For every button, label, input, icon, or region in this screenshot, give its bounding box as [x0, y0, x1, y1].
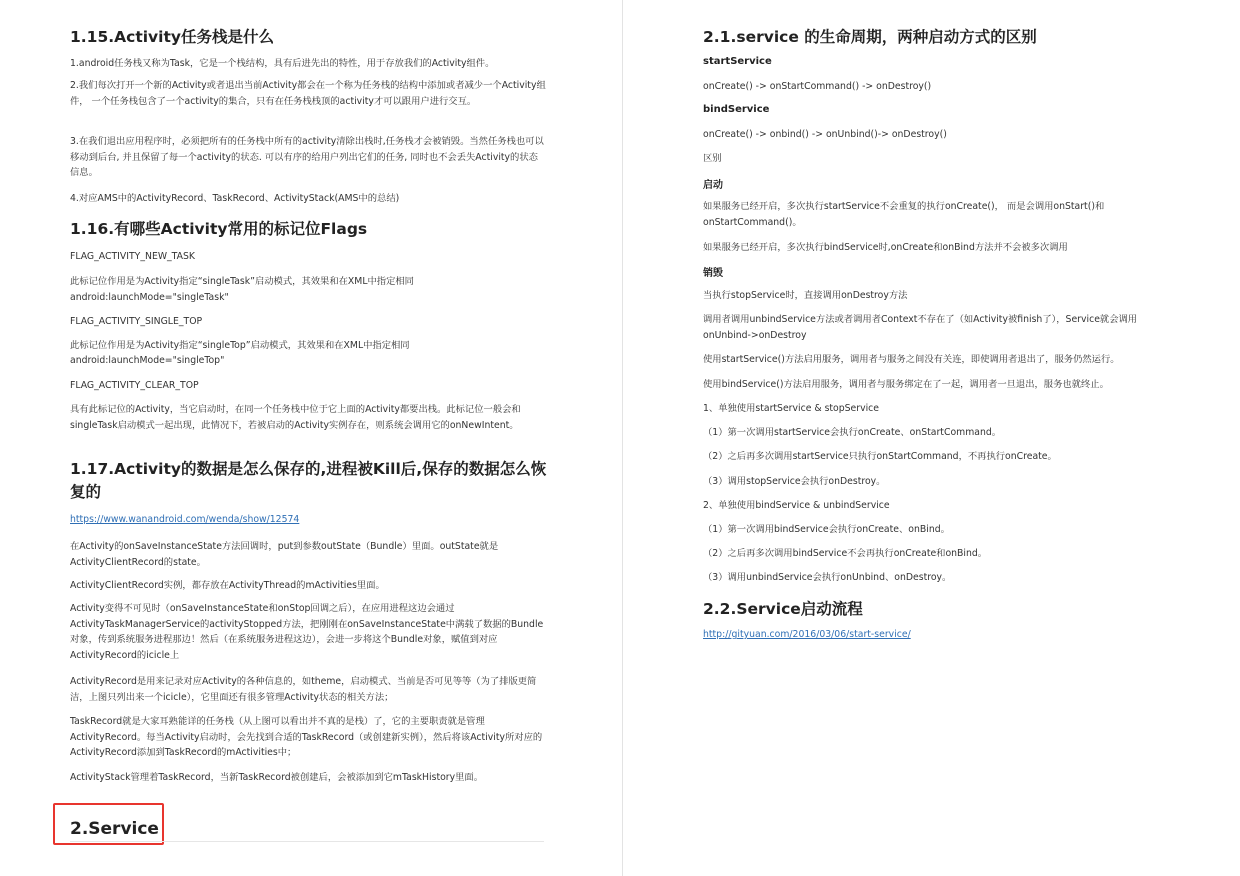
section-title-2-1: 2.1.service 的生命周期，两种启动方式的区别 — [703, 28, 1037, 46]
paragraph: android:launchMode="singleTask" — [70, 292, 229, 303]
section-title-1-16: 1.16.有哪些Activity常用的标记位Flags — [70, 220, 368, 238]
paragraph: 调用者调用unbindService方法或者调用者Context不存在了（如Activity被finish了），Service就会调用onUnbind->onDestroy — [703, 314, 1138, 341]
list-item: （3）调用unbindService会执行onUnbind、onDestroy。 — [703, 572, 952, 583]
paragraph: 此标记位作用是为Activity指定“singleTop”启动模式，其效果和在XML中指定相同 — [70, 340, 410, 351]
paragraph: 2.我们每次打开一个新的Activity或者退出当前Activity都会在一个称为任务栈的结构中添加或者减少一个Activity组件， 一个任务栈包含了一个activity的集合，只有在任务栈栈顶的activity才可以跟用户进行交互。 — [70, 80, 546, 107]
reference-link[interactable]: https://www.wanandroid.com/wenda/show/12574 — [70, 514, 300, 525]
list-item: （3）调用stopService会执行onDestroy。 — [703, 476, 886, 487]
flag-name: FLAG_ACTIVITY_NEW_TASK — [70, 251, 195, 262]
section-title-1-15: 1.15.Activity任务栈是什么 — [70, 28, 274, 46]
list-item: （2）之后再多次调用bindService不会再执行onCreate和onBind。 — [703, 548, 988, 559]
paragraph: ActivityStack管理着TaskRecord，当新TaskRecord被创建后，会被添加到它mTaskHistory里面。 — [70, 772, 484, 783]
list-item: （1）第一次调用bindService会执行onCreate、onBind。 — [703, 524, 950, 535]
paragraph: ActivityRecord是用来记录对应Activity的各种信息的，如theme，启动模式、当前是否可见等等（为了排版更简洁，上图只列出来一个icicle），它里面还有很多管理Activity状态的相关方法； — [70, 676, 537, 703]
section-title-1-17: 1.17.Activity的数据是怎么保存的,进程被Kill后,保存的数据怎么恢复的 — [70, 460, 547, 501]
list-heading: 2、单独使用bindService & unbindService — [703, 500, 890, 511]
paragraph: 如果服务已经开启，多次执行bindService时,onCreate和onBind方法并不会被多次调用 — [703, 242, 1068, 253]
paragraph: 在Activity的onSaveInstanceState方法回调时，put到参数outState（Bundle）里面。outState就是ActivityClientRecord的state。 — [70, 541, 499, 568]
heading-rule — [70, 841, 544, 842]
paragraph: 3.在我们退出应用程序时，必须把所有的任务栈中所有的activity清除出栈时,任务栈才会被销毁。当然任务栈也可以移动到后台, 并且保留了每一个activity的状态. 可以有序的给用户列出它们的任务, 同时也不会丢失Activity的状态信息。 — [70, 136, 544, 178]
paragraph: 此标记位作用是为Activity指定“singleTask”启动模式，其效果和在XML中指定相同 — [70, 276, 414, 287]
paragraph: Activity变得不可见时（onSaveInstanceState和onStop回调之后），在应用进程这边会通过ActivityTaskManagerService的activityStopped方法，把刚刚在onSaveInstanceState中满载了数据的Bundle对象，传到系统服务进程那边！然后（在系统服务进程这边），会进一步将这个Bundle对象，赋值到对应ActivityRecord的icicle上 — [70, 603, 544, 661]
paragraph: TaskRecord就是大家耳熟能详的任务栈（从上图可以看出并不真的是栈）了，它的主要职责就是管理ActivityRecord。每当Activity启动时，会先找到合适的TaskRecord（或创建新实例），然后将该Activity所对应的ActivityRecord添加到TaskRecord的mActivities中； — [70, 716, 543, 758]
list-item: （1）第一次调用startService会执行onCreate、onStartCommand。 — [703, 427, 1002, 438]
flag-name: FLAG_ACTIVITY_CLEAR_TOP — [70, 380, 199, 391]
lifecycle-flow: onCreate() -> onStartCommand() -> onDestroy() — [703, 81, 932, 92]
list-item: （2）之后再多次调用startService只执行onStartCommand，不再执行onCreate。 — [703, 451, 1057, 462]
reference-link[interactable]: http://gityuan.com/2016/03/06/start-service/ — [703, 629, 911, 640]
paragraph: 4.对应AMS中的ActivityRecord、TaskRecord、ActivityStack(AMS中的总结) — [70, 193, 400, 204]
lifecycle-flow: onCreate() -> onbind() -> onUnbind()-> onDestroy() — [703, 129, 947, 140]
paragraph: 使用startService()方法启用服务，调用者与服务之间没有关连，即使调用者退出了，服务仍然运行。 — [703, 354, 1120, 365]
paragraph: 1.android任务栈又称为Task，它是一个栈结构，具有后进先出的特性，用于存放我们的Activity组件。 — [70, 58, 495, 69]
flag-name: FLAG_ACTIVITY_SINGLE_TOP — [70, 316, 203, 327]
paragraph: 使用bindService()方法启用服务，调用者与服务绑定在了一起，调用者一旦退出，服务也就终止。 — [703, 379, 1109, 390]
paragraph: 具有此标记位的Activity，当它启动时，在同一个任务栈中位于它上面的Activity都要出栈。此标记位一般会和singleTask启动模式一起出现，此情况下，若被启动的Activity实例存在，则系统会调用它的onNewIntent。 — [70, 404, 521, 431]
subheading-startservice: startService — [703, 56, 772, 67]
paragraph: 区别 — [703, 153, 722, 164]
paragraph: 当执行stopService时，直接调用onDestroy方法 — [703, 290, 908, 301]
paragraph: 如果服务已经开启，多次执行startService不会重复的执行onCreate()， 而是会调用onStart()和onStartCommand()。 — [703, 201, 1105, 228]
subheading-launch: 启动 — [703, 180, 723, 191]
right-page — [623, 0, 1240, 876]
subheading-bindservice: bindService — [703, 104, 770, 115]
paragraph: android:launchMode="singleTop" — [70, 355, 225, 366]
subheading-destroy: 销毁 — [703, 268, 723, 279]
paragraph: ActivityClientRecord实例，都存放在ActivityThread的mActivities里面。 — [70, 580, 385, 591]
chapter-title-service: 2.Service — [70, 819, 159, 839]
section-title-2-2: 2.2.Service启动流程 — [703, 600, 863, 618]
list-heading: 1、单独使用startService & stopService — [703, 403, 880, 414]
